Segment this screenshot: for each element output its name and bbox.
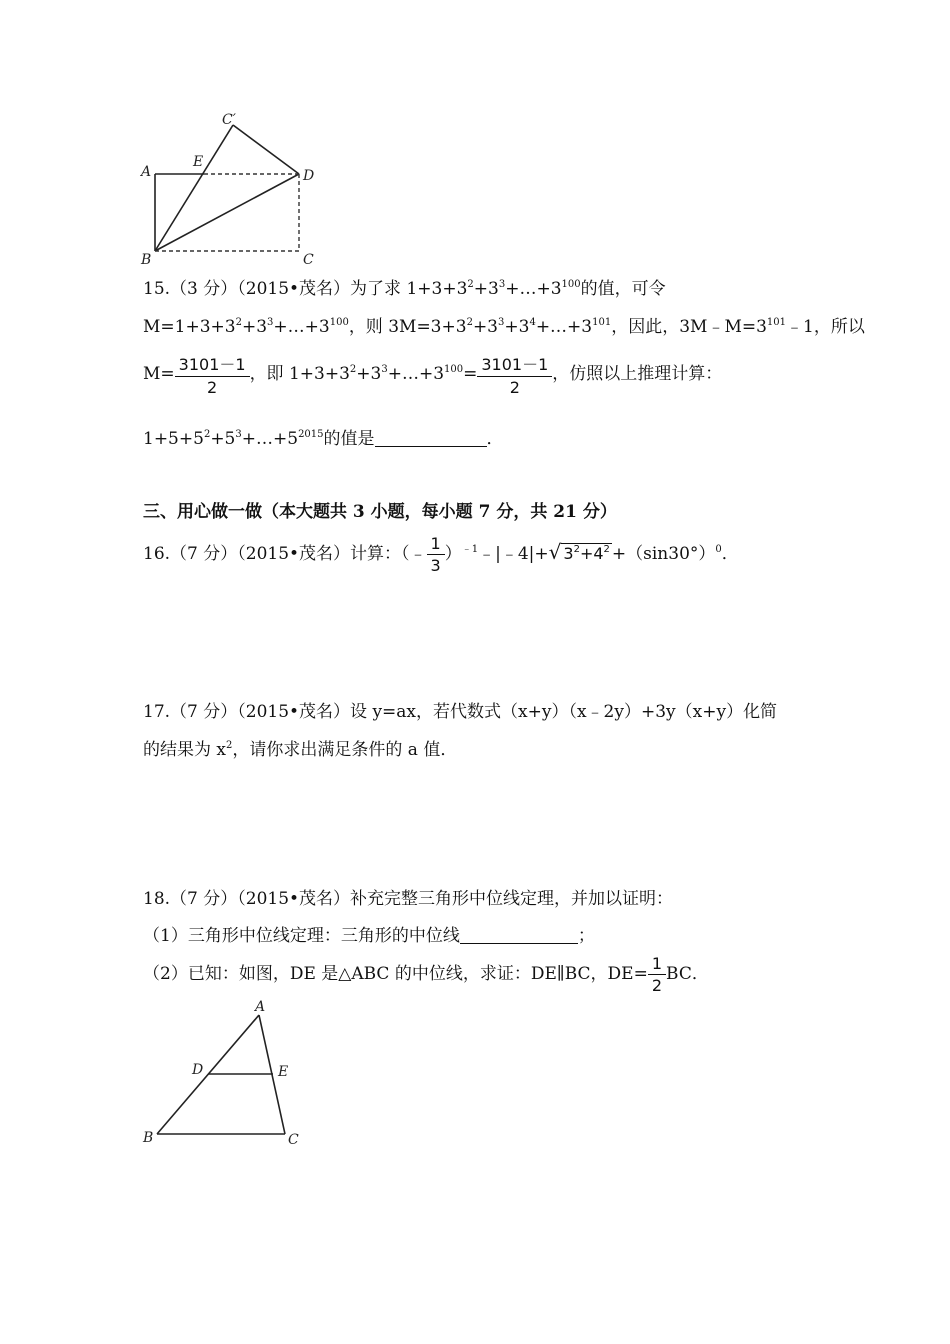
q15-line1: 15.（3 分）（2015•茂名）为了求 $1+3+3^2+3^3+\dots+3^{100}$的值，可令 bbox=[143, 279, 666, 299]
label-c-prime: C′ bbox=[222, 112, 236, 128]
sqrt-expression: √ $3^2+4^2$ bbox=[548, 540, 610, 564]
sqrt-icon: √ bbox=[548, 540, 562, 564]
label-d: D bbox=[303, 168, 315, 184]
fraction-3-101-minus-1-over-2-repeat: $\frac{3101-1}{2}$ bbox=[477, 352, 552, 397]
q17-line2: 的结果为 $x^2$，请你求出满足条件的 a 值． bbox=[143, 740, 458, 760]
label-b: B bbox=[141, 252, 152, 268]
figure-folded-rectangle bbox=[135, 110, 325, 270]
q15-line4: $1+5+5^2+5^3+\dots+5^{2015}$的值是 ． bbox=[143, 429, 504, 449]
label-e: E bbox=[193, 154, 204, 170]
answer-blank-q18[interactable] bbox=[460, 925, 578, 944]
q15-line3: M= $\frac{3101-1}{2}$ ，即 $1+3+3^2+3^3+\dots+3^{100}=$ $\frac{3101-1}{2}$ ，仿照以上推理计算： bbox=[143, 352, 722, 397]
label-b: B bbox=[143, 1130, 154, 1146]
label-c: C bbox=[303, 252, 314, 268]
label-e: E bbox=[278, 1064, 289, 1080]
q15-line2: $M=1+3+3^2+3^3+\dots+3^{100}$，则 $3M=3+3^2+3^3+3^4+\dots+3^{101}$，因此，$3M﹣M=3^{101}﹣1$，所以 bbox=[143, 317, 865, 337]
q18-part2: （2）已知：如图，DE 是△ABC 的中位线，求证：DE∥BC，DE= $\frac{1}{2}$ BC． bbox=[143, 954, 709, 995]
section-heading: 三、用心做一做（本大题共 3 小题，每小题 7 分，共 21 分） bbox=[143, 502, 617, 522]
fraction-3-101-minus-1-over-2: $\frac{3101-1}{2}$ bbox=[175, 352, 250, 397]
q18-part1: （1）三角形中位线定理：三角形的中位线 ； bbox=[143, 926, 595, 946]
label-a: A bbox=[141, 164, 152, 180]
figure-triangle-midline bbox=[135, 996, 325, 1151]
q16-line: 16.（7 分）（2015•茂名）计算：（﹣ $\frac{1}{3}$ ）$^{﹣1}$﹣|﹣4|+√ $3^2+4^2 +(\sin 30^\circ)^0$． bbox=[143, 534, 739, 575]
fraction-1-over-3: $\frac{1}{3}$ bbox=[427, 534, 445, 575]
answer-blank-q15[interactable] bbox=[375, 428, 487, 447]
fraction-1-over-2: $\frac{1}{2}$ bbox=[648, 954, 666, 995]
q17-line1: 17.（7 分）（2015•茂名）设 y=ax，若代数式（x+y）（x﹣2y）+3y（x+y）化简 bbox=[143, 702, 778, 722]
label-a: A bbox=[255, 999, 266, 1015]
q18-line1: 18.（7 分）（2015•茂名）补充完整三角形中位线定理，并加以证明： bbox=[143, 889, 674, 909]
label-d: D bbox=[192, 1062, 204, 1078]
label-c: C bbox=[288, 1132, 299, 1148]
